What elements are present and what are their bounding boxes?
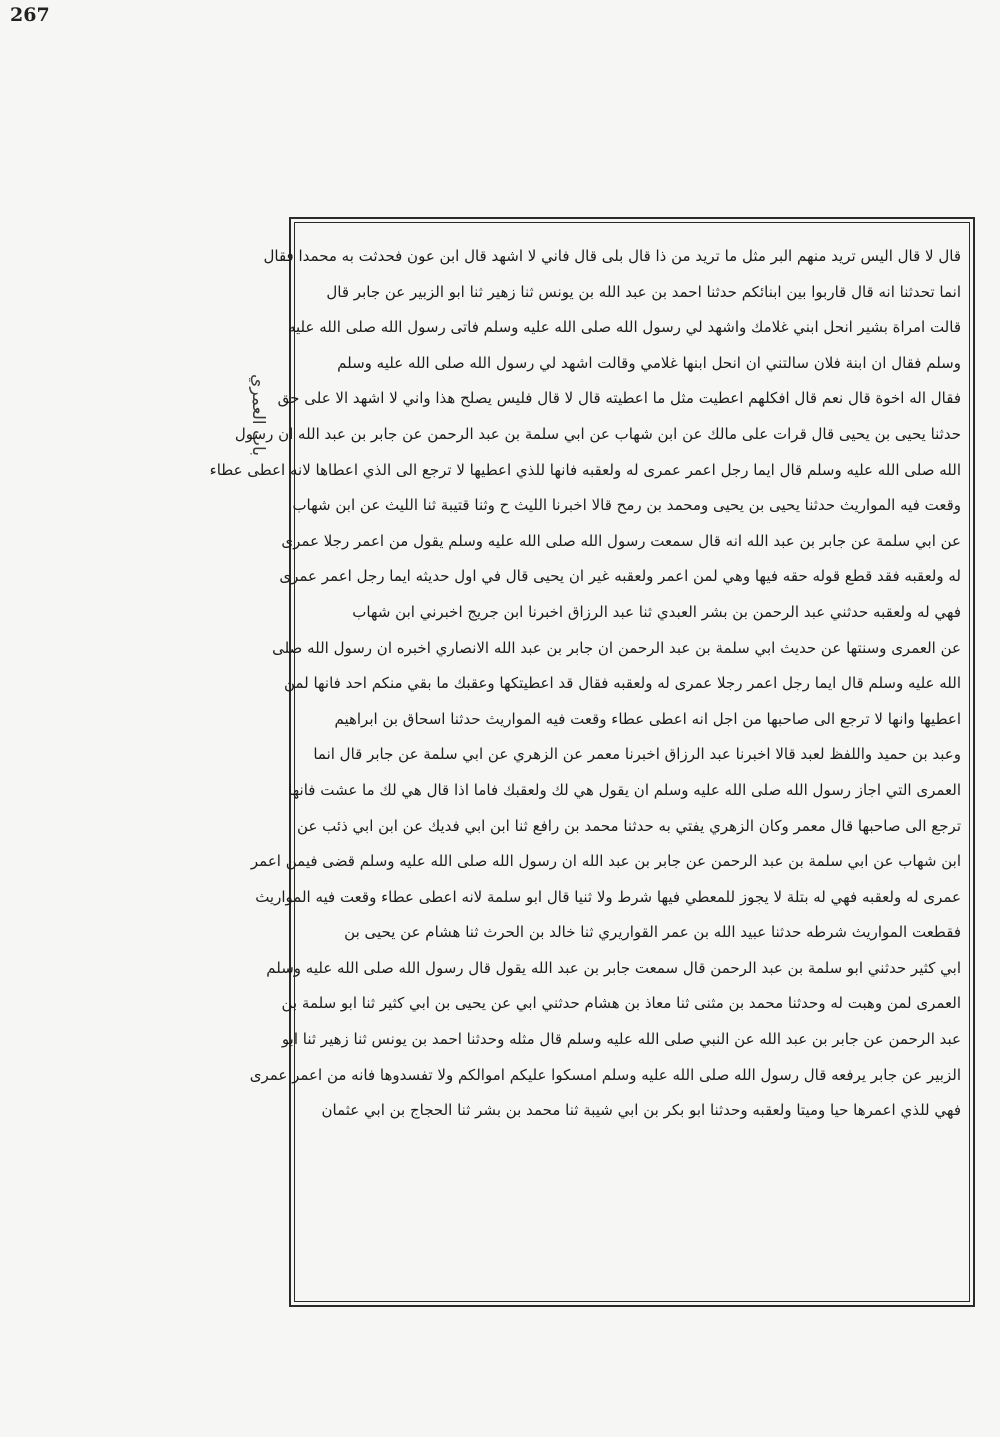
text-line: اعطيها وانها لا ترجع الى صاحبها من اجل انه اعطى عطاء وقعت فيه المواريث حدثنا اسحاق بن ابراهيم <box>334 709 961 728</box>
text-line: عن العمرى وسنتها عن حديث ابي سلمة بن عبد الرحمن ان جابر بن عبد الله الانصاري اخبره ان رسول الله صلى <box>272 638 961 657</box>
text-line: ابن شهاب عن ابي سلمة بن عبد الرحمن عن جابر بن عبد الله ان رسول الله صلى الله عليه وسلم قضى فيمن اعمر <box>250 852 961 871</box>
text-line: وعبد بن حميد واللفظ لعبد قالا اخبرنا عبد الرزاق اخبرنا معمر عن الزهري عن ابي سلمة عن جابر قال انما <box>313 745 961 764</box>
text-line: وقعت فيه المواريث حدثنا يحيى بن يحيى ومحمد بن رمح قالا اخبرنا الليث ح وثنا قتيبة ثنا الليث عن ابن شهاب <box>292 496 961 515</box>
text-line: حدثنا يحيى بن يحيى قال قرات على مالك عن ابن شهاب عن ابي سلمة بن عبد الرحمن عن جابر بن عبد الله ان رسول <box>234 424 961 443</box>
text-line: عبد الرحمن عن جابر بن عبد الله عن النبي صلى الله عليه وسلم قال مثله وحدثنا احمد بن يونس ثنا زهير ثنا ابو <box>281 1030 961 1049</box>
text-line: فقطعت المواريث شرطه حدثنا عبيد الله بن عمر القواريري ثنا خالد بن الحرث ثنا هشام عن يحيى بن <box>344 923 961 942</box>
text-line: فهي له ولعقبه حدثني عبد الرحمن بن بشر العبدي ثنا عبد الرزاق اخبرنا ابن جريج اخبرني ابن شهاب <box>352 602 961 621</box>
text-line: عمرى له ولعقبه فهي له بتلة لا يجوز للمعطي فيها شرط ولا ثنيا قال ابو سلمة لانه اعطى عطاء وقعت فيه المواريث <box>255 887 961 906</box>
text-line: قالت امراة بشير انحل ابني غلامك واشهد لي رسول الله صلى الله عليه وسلم فاتى رسول الله صلى الله عليه <box>287 318 961 337</box>
text-line: فهي للذي اعمرها حيا وميتا ولعقبه وحدثنا ابو بكر بن ابي شيبة ثنا محمد بن بشر ثنا الحجاج بن ابي عثمان <box>321 1101 961 1120</box>
text-line: الله صلى الله عليه وسلم قال ايما رجل اعمر عمرى له ولعقبه فانها للذي اعطيها لا ترجع الى الذي اعطاها لانه اعطى عطاء <box>209 460 961 479</box>
text-line: قال لا قال اليس تريد منهم البر مثل ما تريد من ذا قال بلى قال فاني لا اشهد قال ابن عون فحدثت به محمدا فقال <box>263 247 961 265</box>
text-line: الزبير عن جابر يرفعه قال رسول الله صلى الله عليه وسلم امسكوا عليكم اموالكم ولا تفسدوها فانه من اعمر عمرى <box>249 1065 961 1084</box>
text-line: العمرى التي اجاز رسول الله صلى الله عليه وسلم ان يقول هي لك ولعقبك فاما اذا قال هي لك ما عشت فانها <box>288 780 961 799</box>
text-line: الله عليه وسلم قال ايما رجل اعمر رجلا عمرى له ولعقبه فقال قد اعطيتكها وعقبك ما بقي منكم احد فانها لمن <box>284 674 961 693</box>
text-line: ترجع الى صاحبها قال معمر وكان الزهري يفتي به حدثنا محمد بن رافع ثنا ابن ابي فديك عن ابن ابي ذئب عن <box>297 816 961 835</box>
text-line: له ولعقبه فقد قطع قوله حقه فيها وهي لمن اعمر ولعقبه غير ان يحيى قال في اول حديثه ايما رجل اعمر عمرى <box>279 567 961 586</box>
text-line: ابي كثير حدثني ابو سلمة بن عبد الرحمن قال سمعت جابر بن عبد الله يقول قال رسول الله صلى الله عليه وسلم <box>266 958 961 977</box>
text-line: وسلم فقال ان ابنة فلان سالتني ان انحل ابنها غلامي وقالت اشهد لي رسول الله صلى الله عليه وسلم <box>337 353 961 372</box>
text-line: العمرى لمن وهبت له وحدثنا محمد بن مثنى ثنا معاذ بن هشام حدثني ابي عن يحيى بن ابي كثير ثنا ابو سلمة بن <box>281 994 961 1013</box>
folio-number: 267 <box>10 4 50 26</box>
text-line: فقال اله اخوة قال نعم قال افكلهم اعطيت مثل ما اعطيته قال لا قال فليس يصلح هذا واني لا اشهد الا على حق <box>277 389 961 408</box>
margin-note-text: باب العمري <box>248 374 268 456</box>
text-line: انما تحدثنا انه قال قاربوا بين ابنائكم حدثنا احمد بن عبد الله بن يونس ثنا زهير ثنا ابو الزبير عن جابر قال <box>326 282 961 301</box>
text-line: عن ابي سلمة عن جابر بن عبد الله انه قال سمعت رسول الله صلى الله عليه وسلم يقول من اعمر رجلا عمرى <box>281 531 961 550</box>
